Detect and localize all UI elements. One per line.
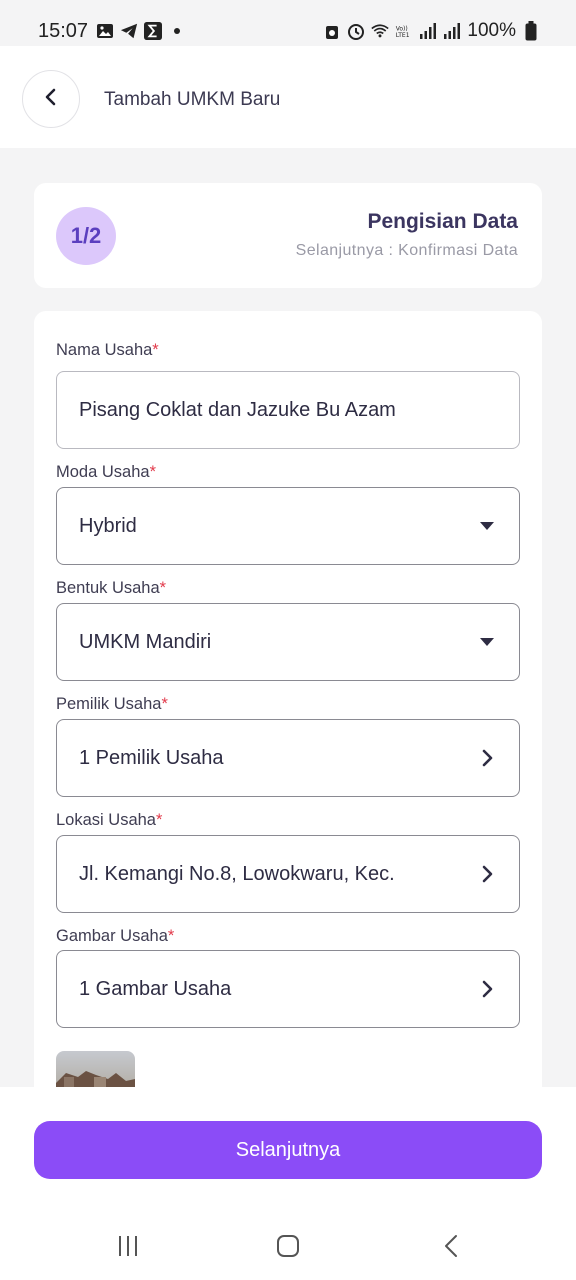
telegram-icon	[120, 22, 138, 40]
required-mark: *	[161, 695, 168, 713]
step-title: Pengisian Data	[367, 210, 518, 233]
required-mark: *	[159, 579, 167, 597]
field-label-lokasi-usaha: Lokasi Usaha*	[56, 811, 163, 829]
chevron-right-icon	[477, 748, 497, 768]
moda-usaha-value: Hybrid	[79, 514, 137, 537]
chevron-right-icon	[477, 864, 497, 884]
image-icon	[96, 22, 114, 40]
bentuk-usaha-value: UMKM Mandiri	[79, 630, 212, 653]
svg-text:Vo)): Vo))	[396, 25, 409, 33]
clock-icon	[347, 22, 365, 40]
status-bar	[0, 0, 576, 46]
notification-icons	[96, 22, 186, 40]
chevron-left-icon	[43, 88, 59, 111]
home-icon[interactable]	[273, 1231, 303, 1261]
pemilik-usaha-value: 1 Pemilik Usaha	[79, 746, 224, 769]
moda-usaha-dropdown[interactable]	[56, 487, 520, 565]
signal-icon	[419, 22, 437, 40]
alarm-icon	[323, 22, 341, 40]
field-label-bentuk-usaha: Bentuk Usaha*	[56, 579, 167, 597]
status-time: 15:07	[38, 20, 89, 42]
back-button[interactable]	[22, 70, 80, 128]
chevron-right-icon	[477, 979, 497, 999]
system-nav-bar	[0, 1209, 576, 1280]
battery-icon	[522, 22, 540, 40]
lokasi-usaha-value: Jl. Kemangi No.8, Lowokwaru, Kec.	[79, 862, 395, 885]
bottom-action-area	[0, 1087, 576, 1280]
gambar-usaha-value: 1 Gambar Usaha	[79, 977, 232, 1000]
field-label-nama-usaha: Nama Usaha*	[56, 341, 159, 359]
required-mark: *	[167, 927, 175, 945]
app-bar	[0, 46, 576, 148]
system-icons	[323, 20, 540, 42]
sigma-icon	[144, 22, 162, 40]
page-title: Tambah UMKM Baru	[104, 89, 281, 110]
svg-text:LTE1: LTE1	[396, 32, 410, 39]
signal-icon	[443, 22, 461, 40]
required-mark: *	[149, 463, 156, 481]
nama-usaha-input[interactable]	[56, 371, 520, 449]
field-label-pemilik-usaha: Pemilik Usaha*	[56, 695, 168, 713]
nama-usaha-value: Pisang Coklat dan Jazuke Bu Azam	[79, 398, 396, 421]
lokasi-usaha-selector[interactable]	[56, 835, 520, 913]
field-label-gambar-usaha: Gambar Usaha*	[56, 927, 175, 945]
step-badge: 1/2	[56, 207, 116, 265]
wifi-icon	[371, 22, 389, 40]
next-button[interactable]: Selanjutnya	[34, 1121, 542, 1179]
dot-icon	[168, 22, 186, 40]
required-mark: *	[155, 811, 163, 829]
caret-down-icon	[477, 632, 497, 652]
pemilik-usaha-selector[interactable]	[56, 719, 520, 797]
caret-down-icon	[477, 516, 497, 536]
required-mark: *	[152, 341, 159, 359]
field-label-moda-usaha: Moda Usaha*	[56, 463, 156, 481]
bentuk-usaha-dropdown[interactable]	[56, 603, 520, 681]
gambar-usaha-selector[interactable]	[56, 950, 520, 1028]
recent-apps-icon[interactable]	[113, 1231, 143, 1261]
step-indicator-card	[34, 183, 542, 288]
step-next-label: Selanjutnya : Konfirmasi Data	[295, 242, 518, 259]
volte-icon	[395, 22, 413, 40]
form-card	[34, 311, 542, 1111]
battery-level: 100%	[467, 20, 516, 41]
back-nav-icon[interactable]	[436, 1231, 466, 1261]
